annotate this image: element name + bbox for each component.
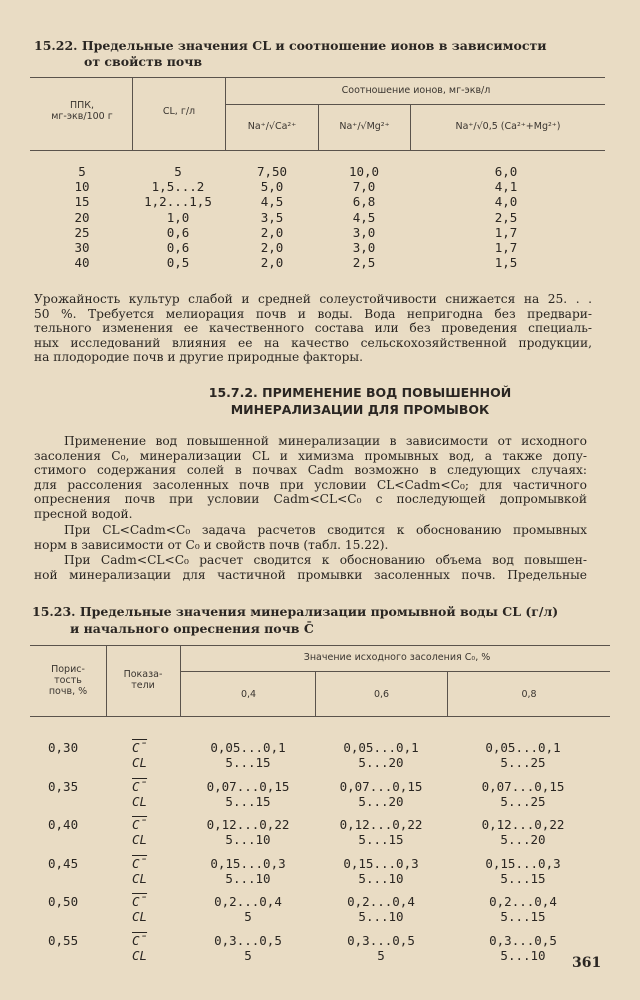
table1-title-line1: 15.22. Предельные значения CL и соотношение ионов в зависимости (34, 38, 547, 53)
para1-line: на плодородие почв и другие природные факторы. (34, 350, 363, 365)
table2-top-rule (30, 645, 610, 646)
table1-cell: 15 (74, 194, 90, 210)
table1-top-rule (30, 77, 605, 78)
table1-cell: 4,5 (260, 194, 284, 210)
table1-cell: 5,0 (260, 179, 284, 195)
table1-cell: 3,0 (352, 224, 376, 240)
table1-header-ppk: ППК, мг-экв/100 г (51, 100, 113, 122)
table1-cell: 3,5 (260, 209, 284, 225)
para2-line: стимого содержания солей в почвах Cadm возможно в следующих случаях: (34, 463, 587, 478)
table2-porosity-cell: 0,55 (48, 932, 79, 948)
table1-cell: 6,8 (352, 194, 376, 210)
para1-line: 50 %. Требуется мелиорация почв и воды. Вода непригодна без предвари- (34, 306, 592, 321)
table1-cell: 2,0 (260, 224, 284, 240)
table1-cell: 0,6 (166, 224, 190, 240)
table2-value-cell: 5...25 (500, 755, 546, 770)
table1-cell: 5 (78, 164, 86, 179)
table2-indicator-cl: CL (132, 755, 148, 770)
table2-value-cell: 0,3...0,5 (347, 932, 415, 948)
table1-cell: 4,0 (494, 194, 518, 210)
table2-value-cell: 5...10 (225, 870, 271, 886)
table1-vrule-2 (225, 77, 226, 150)
table2-value-cell: 5...15 (358, 832, 404, 847)
table2-header-salinity: Значение исходного засоления C₀, % (303, 652, 491, 663)
table2-vrule-1 (106, 645, 107, 716)
table1-vrule-1 (132, 77, 133, 150)
table2-value-cell: 5...15 (225, 755, 271, 770)
table1-header-cl: CL, г/л (162, 106, 196, 117)
page-number: 361 (572, 955, 602, 971)
table2-indicator-cbar: C̄ (132, 778, 148, 794)
table2-indicator-cbar: C̄ (132, 932, 148, 948)
table2-header-porosity: Порис- тость почв, % (48, 664, 88, 697)
para3-line: норм в зависимости от C₀ и свойств почв (табл. 15.22). (34, 537, 389, 552)
table1-cell: 10 (74, 179, 90, 195)
table1-cell: 1,5...2 (151, 179, 205, 195)
table2-value-cell: 5...20 (500, 832, 546, 847)
table1-cell: 1,0 (166, 209, 190, 225)
section-heading-line2: МИНЕРАЛИЗАЦИИ ДЛЯ ПРОМЫВОК (230, 402, 490, 417)
table2-value-cell: 0,3...0,5 (489, 932, 557, 948)
table2-indicator-cl: CL (132, 909, 148, 924)
table2-value-cell: 0,12...0,22 (206, 817, 290, 832)
table2-header-rule (30, 716, 610, 717)
table2-value-cell: 5...10 (225, 832, 271, 847)
table1-cell: 4,1 (494, 179, 518, 195)
paragraph-4 (34, 553, 587, 582)
table2-header-indicators: Показа- тели (123, 669, 163, 691)
table2-mid-rule (180, 671, 610, 672)
para1-line: тельного изменения ее качественного состава или без проведения специаль- (34, 321, 592, 336)
table1-cell: 6,0 (494, 164, 518, 179)
table2-value-cell: 5...15 (500, 870, 546, 886)
table1-cell: 25 (74, 224, 90, 240)
para2-line: для рассоления засоленных почв при условии CL<Cadm<C₀; для частичного (34, 477, 587, 492)
para2-line: опреснения почв при условии Cadm<CL<C₀ с последующей допромывкой (34, 492, 587, 507)
table2-porosity-cell: 0,35 (48, 778, 79, 794)
table2-value-cell: 5...20 (358, 793, 404, 809)
paragraph-3 (34, 523, 587, 552)
table2-value-cell: 0,2...0,4 (489, 894, 557, 909)
table1-cell: 10,0 (348, 164, 380, 179)
table2-porosity-cell: 0,45 (48, 855, 79, 871)
table2-value-cell: 5 (377, 947, 385, 963)
para2-line: Применение вод повышенной минерализации в зависимости от исходного (64, 434, 587, 448)
table2-value-cell: 0,2...0,4 (347, 894, 415, 909)
table2-indicator-cl: CL (132, 947, 148, 963)
table2-indicator-cbar: C̄ (132, 817, 148, 832)
table2-indicator-cl: CL (132, 793, 148, 809)
table1-cell: 2,5 (352, 255, 376, 271)
table2-value-cell: 0,15...0,3 (343, 855, 419, 871)
table2-title-line2: и начального опреснения почв C̄ (70, 621, 314, 636)
table1-cell: 2,0 (260, 240, 284, 255)
table2-title-line1: 15.23. Предельные значения минерализации промывной воды CL (г/л) (32, 604, 559, 619)
table1-cell: 1,7 (494, 240, 518, 255)
table2-value-cell: 5...15 (225, 793, 271, 809)
table2-porosity-cell: 0,30 (48, 740, 79, 755)
table1-cell: 1,2...1,5 (144, 194, 212, 210)
para4-line: При Cadm<CL<C₀ расчет сводится к обоснованию объема вод повышен- (64, 553, 587, 567)
table1-cell: 4,5 (352, 209, 376, 225)
para4-line: ной минерализации для частичной промывки засоленных почв. Предельные (34, 567, 587, 582)
table2-header-c2: 0,6 (373, 689, 390, 700)
table1-cell: 0,6 (166, 240, 190, 255)
table2-value-cell: 0,05...0,1 (343, 740, 419, 755)
table2-value-cell: 5...10 (358, 870, 404, 886)
table2-indicator-cl: CL (132, 832, 148, 847)
table1-header-ratio: Соотношение ионов, мг-экв/л (341, 85, 491, 96)
table1-mid-rule (225, 104, 605, 105)
table2-value-cell: 0,07...0,15 (206, 778, 290, 794)
table2-porosity-cell: 0,50 (48, 894, 79, 909)
para2-line: пресной водой. (34, 506, 133, 521)
table1-cell: 5 (174, 164, 182, 179)
table2-porosity-cell: 0,40 (48, 817, 79, 832)
table1-cell: 1,5 (494, 255, 518, 271)
table2-vrule-2 (180, 645, 181, 716)
para3-line: При CL<Cadm<C₀ задача расчетов сводится к обоснованию промывных (64, 523, 587, 537)
table2-indicator-cbar: C̄ (132, 740, 148, 755)
table1-cell: 3,0 (352, 240, 376, 255)
para1-line: ных исследований влияния ее на качество сельскохозяйственной продукции, (34, 335, 592, 350)
table2-header-c3: 0,8 (521, 689, 537, 700)
paragraph-1 (34, 292, 592, 365)
table2-indicator-cl: CL (132, 870, 148, 886)
table2-value-cell: 0,2...0,4 (214, 894, 282, 909)
table1-title-line2: от свойств почв (84, 54, 203, 69)
table1-header-col1: Na⁺/√Ca²⁺ (247, 121, 297, 132)
table1-cell: 7,0 (352, 179, 376, 195)
table2-value-cell: 0,05...0,1 (485, 740, 561, 755)
table2-indicator-cbar: C̄ (132, 894, 148, 909)
table2-indicator-cbar: C̄ (132, 855, 148, 871)
table1-cell: 40 (74, 255, 90, 271)
table1-cell: 1,7 (494, 224, 518, 240)
table2-header-c1: 0,4 (240, 689, 257, 700)
table2-value-cell: 0,07...0,15 (339, 778, 423, 794)
para2-line: засоления C₀, минерализации CL и химизма промывных вод, а также допу- (34, 448, 587, 463)
table2-value-cell: 5...15 (500, 909, 546, 924)
table1-cell: 2,0 (260, 255, 284, 271)
table1-cell: 30 (74, 240, 90, 255)
table2-value-cell: 5 (244, 947, 252, 963)
table1-cell: 2,5 (494, 209, 518, 225)
section-heading-line1: 15.7.2. ПРИМЕНЕНИЕ ВОД ПОВЫШЕННОЙ (208, 385, 512, 400)
table2-value-cell: 5 (244, 909, 252, 924)
paragraph-2 (34, 434, 587, 522)
para1-line: Урожайность культур слабой и средней солеустойчивости снижается на 25. . . (34, 292, 592, 306)
table1-cell: 7,50 (256, 164, 288, 179)
table2-value-cell: 0,15...0,3 (210, 855, 286, 871)
table2-value-cell: 0,12...0,22 (339, 817, 423, 832)
table1-header-rule (30, 150, 605, 151)
table1-header-col2: Na⁺/√Mg²⁺ (339, 121, 390, 132)
table2-value-cell: 0,15...0,3 (485, 855, 561, 871)
table2-value-cell: 0,12...0,22 (481, 817, 565, 832)
table1-cell: 20 (74, 209, 90, 225)
table2-value-cell: 5...20 (358, 755, 404, 770)
table2-value-cell: 5...10 (500, 947, 546, 963)
table1-header-col3: Na⁺/√0,5 (Ca²⁺+Mg²⁺) (455, 121, 561, 132)
table1-cell: 0,5 (166, 255, 190, 271)
table2-value-cell: 0,3...0,5 (214, 932, 282, 948)
table2-value-cell: 0,05...0,1 (210, 740, 286, 755)
table2-value-cell: 5...10 (358, 909, 404, 924)
table2-value-cell: 0,07...0,15 (481, 778, 565, 794)
table2-value-cell: 5...25 (500, 793, 546, 809)
